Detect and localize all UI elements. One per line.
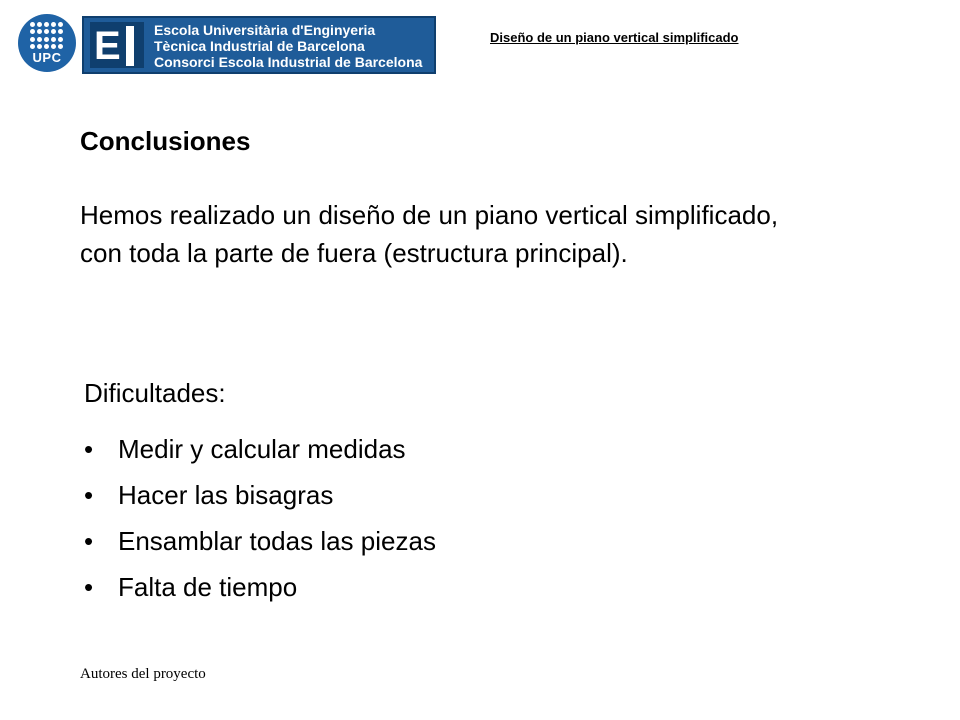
institution-line-2: Tècnica Industrial de Barcelona — [154, 38, 365, 54]
conclusion-paragraph: Hemos realizado un diseño de un piano vertical simplificado, con toda la parte de fuera (estructura principal). — [80, 200, 779, 268]
page-title: Conclusiones — [80, 126, 251, 156]
list-item — [84, 472, 436, 518]
list-item-text: Hacer las bisagras — [118, 480, 334, 510]
upc-dots-icon — [30, 22, 64, 50]
list-item-text: Ensamblar todas las piezas — [118, 526, 436, 556]
institution-line-1: Escola Universitària d'Enginyeria — [154, 22, 376, 38]
bullet-icon: • — [84, 434, 94, 464]
difficulties-list — [84, 426, 436, 610]
eui-logo-icon: E — [90, 22, 144, 68]
bullet-icon: • — [84, 572, 94, 602]
footer-authors: Autores del proyecto — [80, 666, 206, 682]
document-title: Diseño de un piano vertical simplificado — [490, 30, 739, 45]
list-item — [84, 518, 436, 564]
institution-banner — [82, 16, 436, 74]
difficulties-label: Dificultades: — [84, 378, 226, 408]
list-item — [84, 564, 436, 610]
list-item-text: Medir y calcular medidas — [118, 434, 406, 464]
upc-logo — [18, 14, 76, 72]
header — [0, 0, 960, 100]
list-item — [84, 426, 436, 472]
list-item-text: Falta de tiempo — [118, 572, 298, 602]
bullet-icon: • — [84, 480, 94, 510]
institution-line-3: Consorci Escola Industrial de Barcelona — [154, 54, 423, 70]
bullet-icon: • — [84, 526, 94, 556]
upc-logo-text: UPC — [32, 50, 62, 65]
